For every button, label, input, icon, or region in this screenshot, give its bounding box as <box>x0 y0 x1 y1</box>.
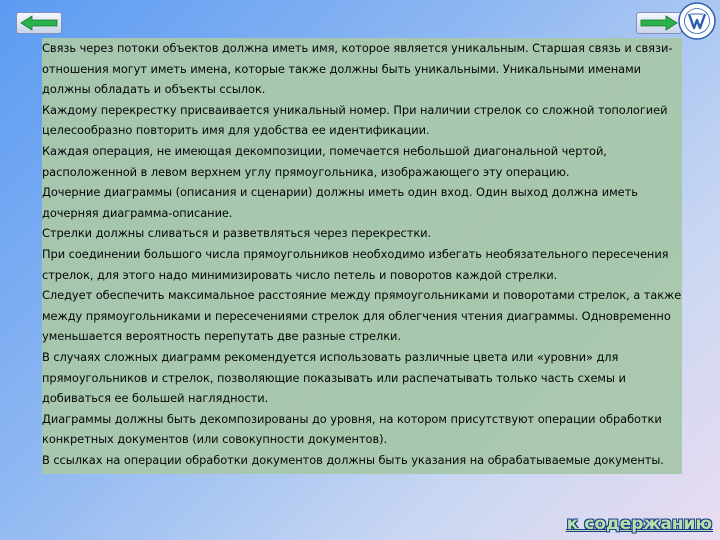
toc-link[interactable]: к содержанию <box>566 514 712 534</box>
paragraph: Каждая операция, не имеющая декомпозиции, помечается небольшой диагональной чертой, расположенной в левом верхнем углу прямоугольника, изображающего эту операцию. <box>42 143 607 179</box>
arrow-left-icon <box>20 15 58 31</box>
paragraph: Связь через потоки объектов должна иметь имя, которое является уникальным. Старшая связь и связи-отношения могут иметь имена, которые также должны быть уникальными. Уникальными именами должны обладать и объекты ссылок. <box>42 41 673 97</box>
paragraph: Следует обеспечить максимальное расстояние между прямоугольниками и поворотами стрелок, а также между прямоугольниками и пересечениями стрелок для облегчения чтения диаграммы. Одновременно уменьшается вероятность перепутать две разные стрелки. <box>42 288 682 344</box>
paragraph: Диаграммы должны быть декомпозированы до уровня, на котором присутствуют операции обработки конкретных документов (или совокупности документов). <box>42 411 662 447</box>
forward-button[interactable] <box>636 12 682 34</box>
arrow-right-icon <box>640 15 678 31</box>
paragraph: В случаях сложных диаграмм рекомендуется использовать различные цвета или «уровни» для прямоугольников и стрелок, позволяющие показывать или распечатывать только часть схемы и добиваться ее большей наглядности. <box>42 349 626 406</box>
paragraph: Каждому перекрестку присваивается уникальный номер. При наличии стрелок со сложной топологией целесообразно повторить имя для удобства ее идентификации. <box>42 102 668 138</box>
university-emblem-icon <box>678 2 716 40</box>
back-button[interactable] <box>16 12 62 34</box>
paragraph: Дочерние диаграммы (описания и сценарии) должны иметь один вход. Один выход должна иметь дочерняя диаграмма-описание. <box>42 185 638 220</box>
paragraph: При соединении большого числа прямоугольников необходимо избегать необязательного пересечения стрелок, для этого надо минимизировать число петель и поворотов каждой стрелки. <box>42 246 669 282</box>
paragraph: В ссылках на операции обработки документов должны быть указания на обрабатываемые документы. <box>42 452 664 467</box>
paragraph: Стрелки должны сливаться и разветвляться через перекрестки. <box>42 226 432 241</box>
main-text-block <box>42 38 682 474</box>
